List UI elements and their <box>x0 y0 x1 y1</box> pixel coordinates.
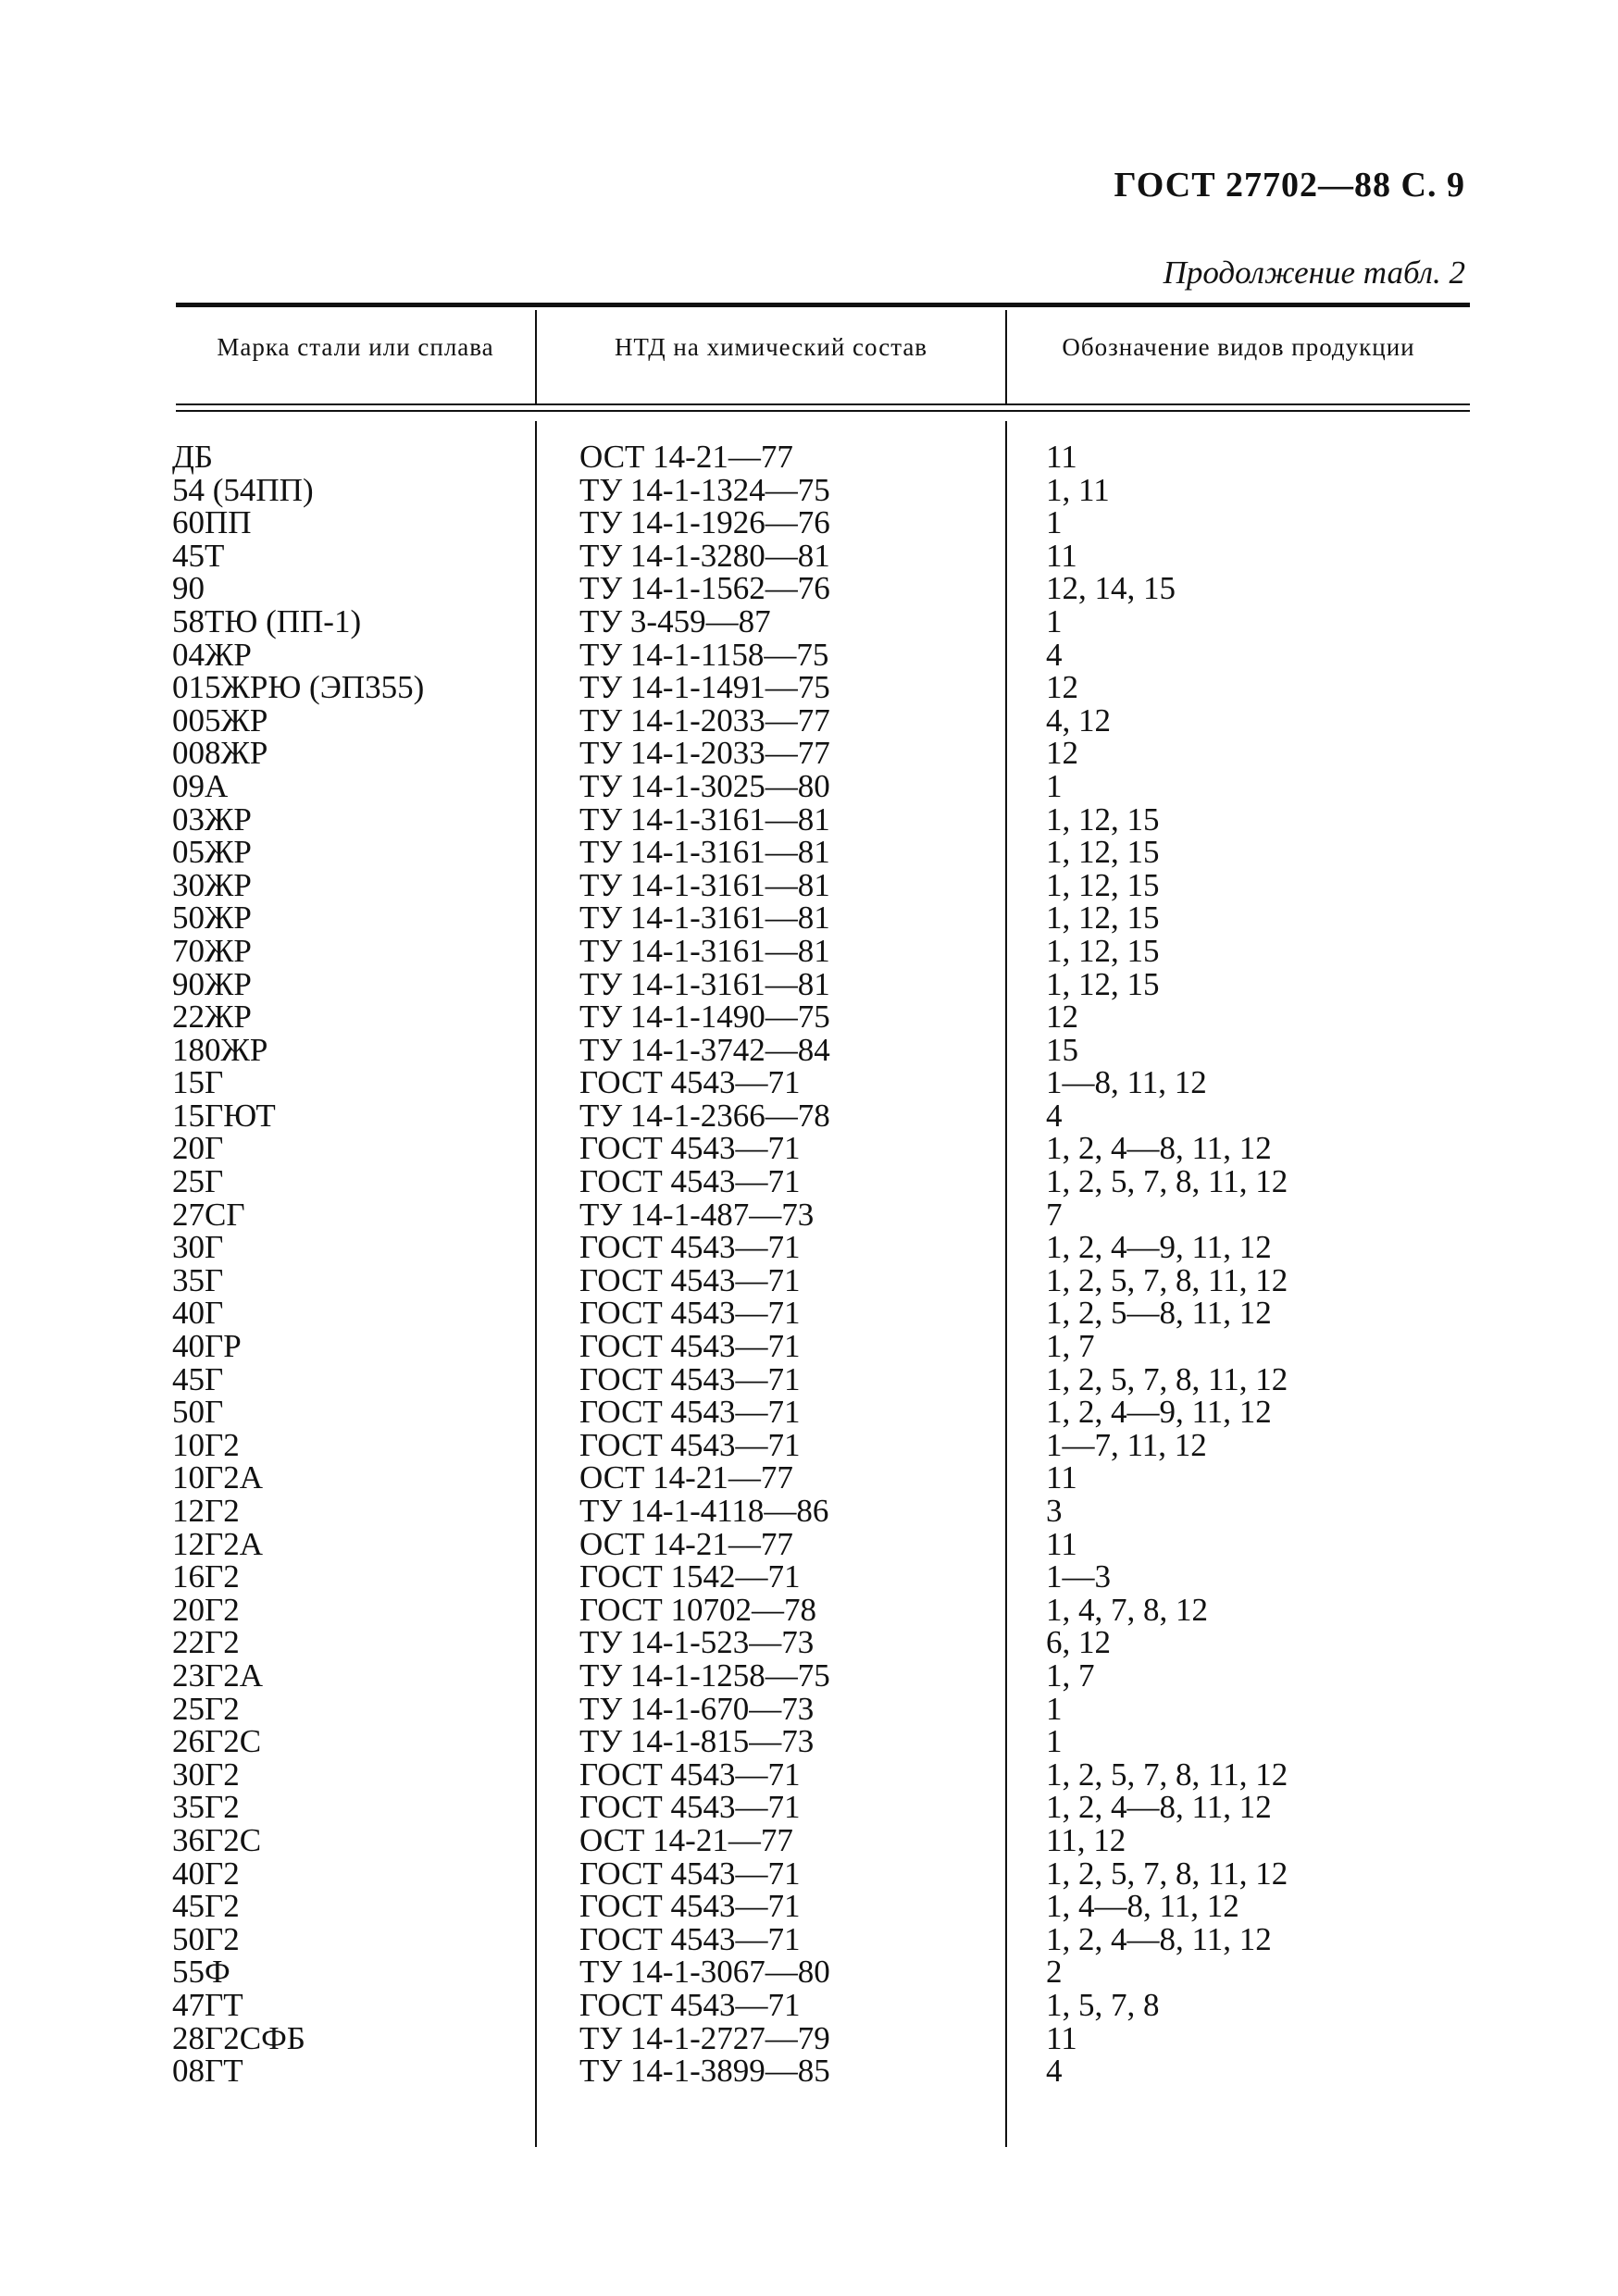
cell-grade: 70ЖР <box>172 932 252 969</box>
cell-product-types: 1 <box>1046 1723 1063 1760</box>
cell-standard: ТУ 14-1-3280—81 <box>579 537 830 574</box>
table-row <box>0 1791 1618 1824</box>
cell-product-types: 1, 2, 4—8, 11, 12 <box>1046 1130 1272 1167</box>
cell-standard: ТУ 14-1-2727—79 <box>579 2019 830 2056</box>
cell-standard: ТУ 14-1-2033—77 <box>579 701 830 738</box>
table-row <box>0 1000 1618 1034</box>
table-row <box>0 471 1618 508</box>
table-row <box>0 602 1618 639</box>
cell-grade: 20Г2 <box>172 1591 240 1628</box>
table-row <box>0 1261 1618 1298</box>
table-row <box>0 1297 1618 1330</box>
cell-grade: 90 <box>172 570 205 607</box>
header-double-rule <box>176 410 1470 412</box>
cell-product-types: 6, 12 <box>1046 1624 1111 1661</box>
cell-standard: ГОСТ 4543—71 <box>579 1295 801 1332</box>
cell-grade: 16Г2 <box>172 1558 240 1595</box>
table-row <box>0 1031 1618 1068</box>
cell-grade: ДБ <box>172 439 213 475</box>
cell-product-types: 1 <box>1046 767 1063 804</box>
table-row <box>0 1396 1618 1429</box>
table-row <box>0 1198 1618 1232</box>
cell-product-types: 4, 12 <box>1046 701 1111 738</box>
cell-grade: 12Г2А <box>172 1525 264 1562</box>
table-row <box>0 1821 1618 1858</box>
cell-product-types: 1, 7 <box>1046 1328 1095 1365</box>
cell-grade: 22Г2 <box>172 1624 240 1661</box>
cell-standard: ГОСТ 1542—71 <box>579 1558 801 1595</box>
table-row <box>0 1920 1618 1957</box>
table-row <box>0 572 1618 605</box>
cell-product-types: 1, 12, 15 <box>1046 834 1160 871</box>
cell-product-types: 12 <box>1046 735 1078 772</box>
table-top-rule <box>176 303 1470 307</box>
cell-product-types: 1, 12, 15 <box>1046 866 1160 903</box>
cell-grade: 27СГ <box>172 1196 245 1233</box>
cell-standard: ГОСТ 10702—78 <box>579 1591 817 1628</box>
cell-product-types: 1, 11 <box>1046 471 1110 508</box>
cell-product-types: 11 <box>1046 2019 1077 2056</box>
table-row <box>0 1591 1618 1628</box>
cell-product-types: 1, 2, 5, 7, 8, 11, 12 <box>1046 1163 1288 1200</box>
cell-grade: 25Г <box>172 1163 224 1200</box>
cell-grade: 35Г <box>172 1261 224 1298</box>
table-row <box>0 1099 1618 1133</box>
cell-standard: ТУ 14-1-670—73 <box>579 1690 815 1727</box>
cell-standard: ТУ 14-1-1562—76 <box>579 570 830 607</box>
table-row <box>0 671 1618 704</box>
table-row <box>0 1426 1618 1463</box>
cell-grade: 15Г <box>172 1064 224 1101</box>
cell-grade: 40ГР <box>172 1328 242 1365</box>
table-row <box>0 1725 1618 1758</box>
cell-grade: 30Г <box>172 1229 224 1266</box>
cell-standard: ГОСТ 4543—71 <box>579 1855 801 1892</box>
cell-product-types: 1, 2, 4—9, 11, 12 <box>1046 1229 1272 1266</box>
cell-product-types: 1, 2, 5—8, 11, 12 <box>1046 1295 1272 1332</box>
cell-grade: 36Г2С <box>172 1821 262 1858</box>
cell-standard: ТУ 14-1-3161—81 <box>579 965 830 1002</box>
cell-standard: ГОСТ 4543—71 <box>579 1328 801 1365</box>
table-row <box>0 932 1618 969</box>
table-row <box>0 1857 1618 1891</box>
cell-product-types: 1—8, 11, 12 <box>1046 1064 1207 1101</box>
cell-grade: 54 (54ПП) <box>172 471 314 508</box>
cell-standard: ОСТ 14-21—77 <box>579 1459 793 1496</box>
cell-standard: ТУ 14-1-3899—85 <box>579 2053 830 2090</box>
cell-product-types: 15 <box>1046 1031 1078 1068</box>
cell-product-types: 1, 2, 5, 7, 8, 11, 12 <box>1046 1855 1288 1892</box>
cell-grade: 22ЖР <box>172 999 252 1036</box>
column-header-standard: НТД на химический состав <box>614 333 928 361</box>
table-body <box>0 441 1618 2088</box>
cell-product-types: 1—7, 11, 12 <box>1046 1426 1207 1463</box>
table-row <box>0 1560 1618 1594</box>
cell-standard: ТУ 14-1-1490—75 <box>579 999 830 1036</box>
table-row <box>0 537 1618 574</box>
cell-grade: 30Г2 <box>172 1756 240 1793</box>
cell-product-types: 1, 2, 5, 7, 8, 11, 12 <box>1046 1360 1288 1397</box>
table-row <box>0 1986 1618 2023</box>
cell-product-types: 11, 12 <box>1046 1821 1126 1858</box>
cell-grade: 45Т <box>172 537 225 574</box>
table-continuation-label: Продолжение табл. 2 <box>1163 254 1465 291</box>
cell-product-types: 1, 5, 7, 8 <box>1046 1986 1160 2023</box>
cell-standard: ТУ 14-1-3161—81 <box>579 900 830 937</box>
cell-standard: ТУ 14-1-4118—86 <box>579 1493 829 1529</box>
table-row <box>0 701 1618 738</box>
cell-grade: 55Ф <box>172 1954 230 1991</box>
cell-grade: 90ЖР <box>172 965 252 1002</box>
cell-grade: 40Г2 <box>172 1855 240 1892</box>
cell-grade: 09А <box>172 767 229 804</box>
cell-product-types: 1, 12, 15 <box>1046 965 1160 1002</box>
cell-product-types: 12, 14, 15 <box>1046 570 1176 607</box>
column-header-product-types: Обозначение видов продукции <box>1062 333 1415 361</box>
cell-grade: 60ПП <box>172 504 252 541</box>
cell-product-types: 1, 7 <box>1046 1657 1095 1694</box>
cell-standard: ГОСТ 4543—71 <box>579 1920 801 1957</box>
column-header-grade: Марка стали или сплава <box>217 333 494 361</box>
cell-grade: 04ЖР <box>172 636 252 673</box>
cell-product-types: 4 <box>1046 1097 1063 1134</box>
table-row <box>0 1758 1618 1792</box>
table-row <box>0 965 1618 1002</box>
cell-grade: 45Г <box>172 1360 224 1397</box>
cell-product-types: 12 <box>1046 999 1078 1036</box>
cell-grade: 58ТЮ (ПП-1) <box>172 602 362 639</box>
cell-standard: ГОСТ 4543—71 <box>579 1130 801 1167</box>
cell-standard: ГОСТ 4543—71 <box>579 1163 801 1200</box>
table-row <box>0 1955 1618 1989</box>
cell-standard: ГОСТ 4543—71 <box>579 1394 801 1431</box>
cell-product-types: 1, 2, 4—9, 11, 12 <box>1046 1394 1272 1431</box>
cell-grade: 26Г2С <box>172 1723 262 1760</box>
cell-standard: ГОСТ 4543—71 <box>579 1426 801 1463</box>
cell-standard: ТУ 14-1-1491—75 <box>579 669 830 706</box>
cell-grade: 015ЖРЮ (ЭП355) <box>172 669 425 706</box>
cell-grade: 50ЖР <box>172 900 252 937</box>
cell-product-types: 1, 4—8, 11, 12 <box>1046 1888 1239 1925</box>
cell-grade: 50Г2 <box>172 1920 240 1957</box>
cell-standard: ОСТ 14-21—77 <box>579 439 793 475</box>
cell-standard: ТУ 14-1-815—73 <box>579 1723 815 1760</box>
table-row <box>0 737 1618 770</box>
table-row <box>0 1360 1618 1397</box>
cell-grade: 23Г2А <box>172 1657 264 1694</box>
table-row <box>0 1890 1618 1923</box>
table-row <box>0 836 1618 869</box>
cell-standard: ТУ 14-1-2366—78 <box>579 1097 830 1134</box>
cell-product-types: 11 <box>1046 1525 1077 1562</box>
cell-standard: ТУ 14-1-523—73 <box>579 1624 815 1661</box>
cell-product-types: 1, 4, 7, 8, 12 <box>1046 1591 1208 1628</box>
table-row <box>0 866 1618 903</box>
table-row <box>0 800 1618 838</box>
table-row <box>0 1066 1618 1099</box>
table-row <box>0 1231 1618 1264</box>
table-row <box>0 1330 1618 1363</box>
cell-product-types: 2 <box>1046 1954 1063 1991</box>
cell-product-types: 1, 12, 15 <box>1046 900 1160 937</box>
cell-product-types: 3 <box>1046 1493 1063 1529</box>
cell-standard: ТУ 14-1-1258—75 <box>579 1657 830 1694</box>
cell-product-types: 1 <box>1046 602 1063 639</box>
table-row <box>0 767 1618 804</box>
cell-product-types: 11 <box>1046 1459 1077 1496</box>
cell-product-types: 1—3 <box>1046 1558 1111 1595</box>
cell-grade: 47ГТ <box>172 1986 243 2023</box>
cell-product-types: 12 <box>1046 669 1078 706</box>
cell-standard: ГОСТ 4543—71 <box>579 1360 801 1397</box>
table-row <box>0 1626 1618 1659</box>
cell-grade: 28Г2СФБ <box>172 2019 305 2056</box>
cell-product-types: 1 <box>1046 1690 1063 1727</box>
cell-product-types: 4 <box>1046 2053 1063 2090</box>
table-row <box>0 1690 1618 1727</box>
cell-grade: 03ЖР <box>172 800 252 838</box>
cell-product-types: 11 <box>1046 439 1077 475</box>
cell-product-types: 1, 2, 4—8, 11, 12 <box>1046 1920 1272 1957</box>
table-row <box>0 1461 1618 1495</box>
cell-grade: 35Г2 <box>172 1789 240 1826</box>
cell-grade: 005ЖР <box>172 701 268 738</box>
cell-standard: ТУ 14-1-487—73 <box>579 1196 815 1233</box>
cell-grade: 008ЖР <box>172 735 268 772</box>
table-row <box>0 636 1618 673</box>
cell-standard: ОСТ 14-21—77 <box>579 1821 793 1858</box>
cell-grade: 08ГТ <box>172 2053 243 2090</box>
cell-grade: 180ЖР <box>172 1031 268 1068</box>
table-row <box>0 1132 1618 1165</box>
page-header-doc-ref: ГОСТ 27702—88 С. 9 <box>1114 166 1465 205</box>
cell-grade: 15ГЮТ <box>172 1097 276 1134</box>
table-row <box>0 1525 1618 1562</box>
cell-product-types: 11 <box>1046 537 1077 574</box>
cell-grade: 45Г2 <box>172 1888 240 1925</box>
table-row <box>0 2054 1618 2088</box>
cell-standard: ГОСТ 4543—71 <box>579 1888 801 1925</box>
cell-product-types: 1, 2, 5, 7, 8, 11, 12 <box>1046 1756 1288 1793</box>
cell-standard: ТУ 14-1-3161—81 <box>579 932 830 969</box>
cell-standard: ТУ 14-1-3025—80 <box>579 767 830 804</box>
cell-grade: 12Г2 <box>172 1493 240 1529</box>
cell-grade: 10Г2А <box>172 1459 264 1496</box>
cell-grade: 20Г <box>172 1130 224 1167</box>
cell-product-types: 4 <box>1046 636 1063 673</box>
cell-product-types: 1, 12, 15 <box>1046 800 1160 838</box>
cell-grade: 50Г <box>172 1394 224 1431</box>
header-double-rule <box>176 403 1470 405</box>
cell-grade: 05ЖР <box>172 834 252 871</box>
table-row <box>0 1495 1618 1528</box>
table-row <box>0 441 1618 474</box>
table-row <box>0 1659 1618 1693</box>
cell-standard: ГОСТ 4543—71 <box>579 1756 801 1793</box>
table-row <box>0 506 1618 540</box>
cell-standard: ТУ 14-1-3161—81 <box>579 866 830 903</box>
cell-product-types: 7 <box>1046 1196 1063 1233</box>
cell-standard: ТУ 14-1-3161—81 <box>579 800 830 838</box>
cell-standard: ГОСТ 4543—71 <box>579 1789 801 1826</box>
cell-product-types: 1 <box>1046 504 1063 541</box>
cell-product-types: 1, 2, 4—8, 11, 12 <box>1046 1789 1272 1826</box>
cell-standard: ГОСТ 4543—71 <box>579 1986 801 2023</box>
cell-grade: 10Г2 <box>172 1426 240 1463</box>
cell-standard: ГОСТ 4543—71 <box>579 1229 801 1266</box>
table-row <box>0 901 1618 935</box>
cell-standard: ГОСТ 4543—71 <box>579 1064 801 1101</box>
cell-product-types: 1, 12, 15 <box>1046 932 1160 969</box>
cell-grade: 30ЖР <box>172 866 252 903</box>
cell-standard: ТУ 14-1-3742—84 <box>579 1031 830 1068</box>
cell-standard: ТУ 14-1-3161—81 <box>579 834 830 871</box>
cell-standard: ОСТ 14-21—77 <box>579 1525 793 1562</box>
cell-product-types: 1, 2, 5, 7, 8, 11, 12 <box>1046 1261 1288 1298</box>
cell-standard: ТУ 14-1-3067—80 <box>579 1954 830 1991</box>
cell-standard: ТУ 14-1-2033—77 <box>579 735 830 772</box>
cell-standard: ТУ 3-459—87 <box>579 602 771 639</box>
table-row <box>0 1165 1618 1198</box>
cell-standard: ТУ 14-1-1158—75 <box>579 636 829 673</box>
cell-standard: ГОСТ 4543—71 <box>579 1261 801 1298</box>
cell-standard: ТУ 14-1-1926—76 <box>579 504 830 541</box>
table-row <box>0 2019 1618 2056</box>
cell-standard: ТУ 14-1-1324—75 <box>579 471 830 508</box>
cell-grade: 25Г2 <box>172 1690 240 1727</box>
cell-grade: 40Г <box>172 1295 224 1332</box>
